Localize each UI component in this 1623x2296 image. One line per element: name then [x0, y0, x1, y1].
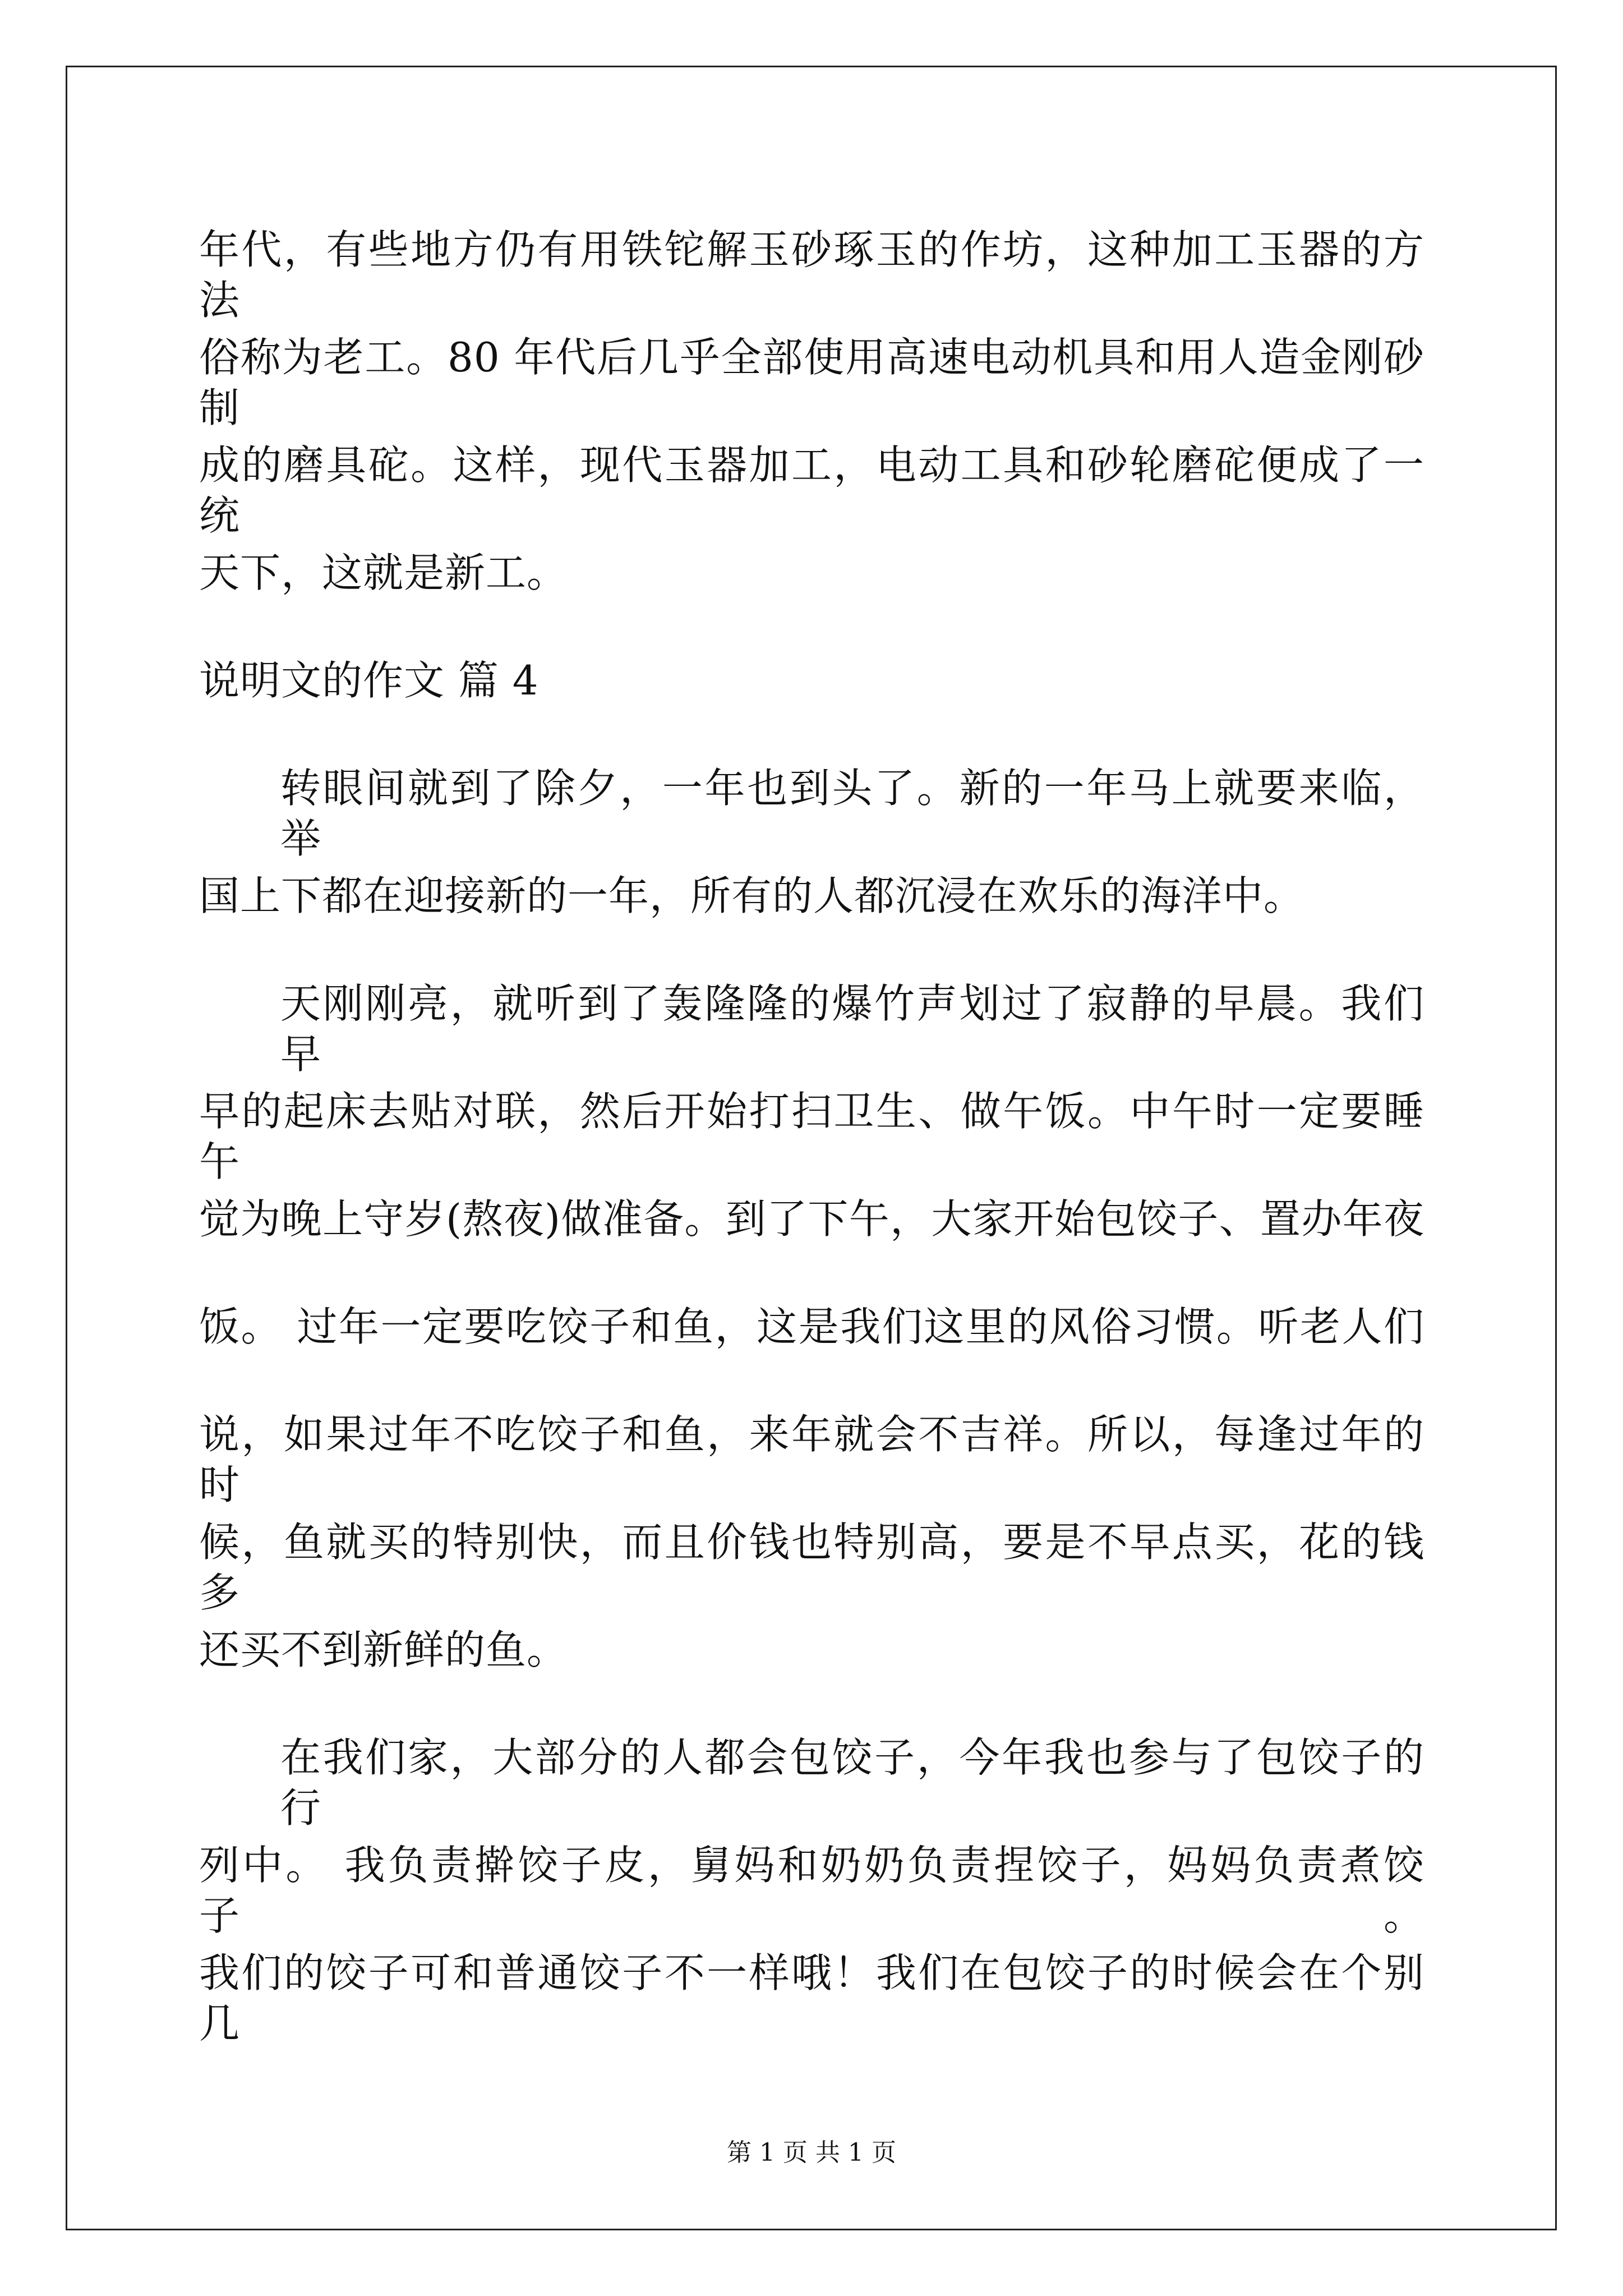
paragraph-first-line: 转眼间就到了除夕，一年也到头了。新的一年马上就要来临，举 [280, 765, 1424, 862]
body-text-line: 觉为晚上守岁(熬夜)做准备。到了下午，大家开始包饺子、置办年夜 [199, 1195, 1424, 1243]
body-text-line: 天下，这就是新工。 [199, 549, 568, 596]
body-text-line: 饭。 过年一定要吃饺子和鱼，这是我们这里的风俗习惯。听老人们 [199, 1303, 1424, 1350]
body-text-line: 还买不到新鲜的鱼。 [199, 1626, 568, 1673]
body-text-line: 成的磨具砣。这样，现代玉器加工，电动工具和砂轮磨砣便成了一统 [199, 441, 1424, 539]
paragraph-first-line: 天刚刚亮，就听到了轰隆隆的爆竹声划过了寂静的早晨。我们早 [280, 980, 1424, 1078]
body-text-line: 早的起床去贴对联，然后开始打扫卫生、做午饭。中午时一定要睡午 [199, 1088, 1424, 1185]
body-text-line: 俗称为老工。80 年代后几乎全部使用高速电动机具和用人造金刚砂制 [199, 334, 1424, 431]
body-text-line: 候，鱼就买的特别快，而且价钱也特别高，要是不早点买，花的钱多 [199, 1519, 1424, 1616]
body-text-line: 说，如果过年不吃饺子和鱼，来年就会不吉祥。所以，每逢过年的时 [199, 1411, 1424, 1508]
section-heading: 说明文的作文 篇 4 [199, 657, 539, 704]
paragraph-first-line: 在我们家，大部分的人都会包饺子，今年我也参与了包饺子的行 [280, 1734, 1424, 1832]
body-text-line: 国上下都在迎接新的一年，所有的人都沉浸在欢乐的海洋中。 [199, 872, 1305, 919]
page-footer: 第 1 页 共 1 页 [727, 2138, 896, 2167]
body-text-line: 我们的饺子可和普通饺子不一样哦！我们在包饺子的时候会在个别几 [199, 1949, 1424, 2047]
body-text-line: 列中。 我负责擀饺子皮，舅妈和奶奶负责捏饺子，妈妈负责煮饺子。 [199, 1842, 1424, 1939]
body-text-line: 年代，有些地方仍有用铁铊解玉砂琢玉的作坊，这种加工玉器的方法 [199, 226, 1424, 324]
